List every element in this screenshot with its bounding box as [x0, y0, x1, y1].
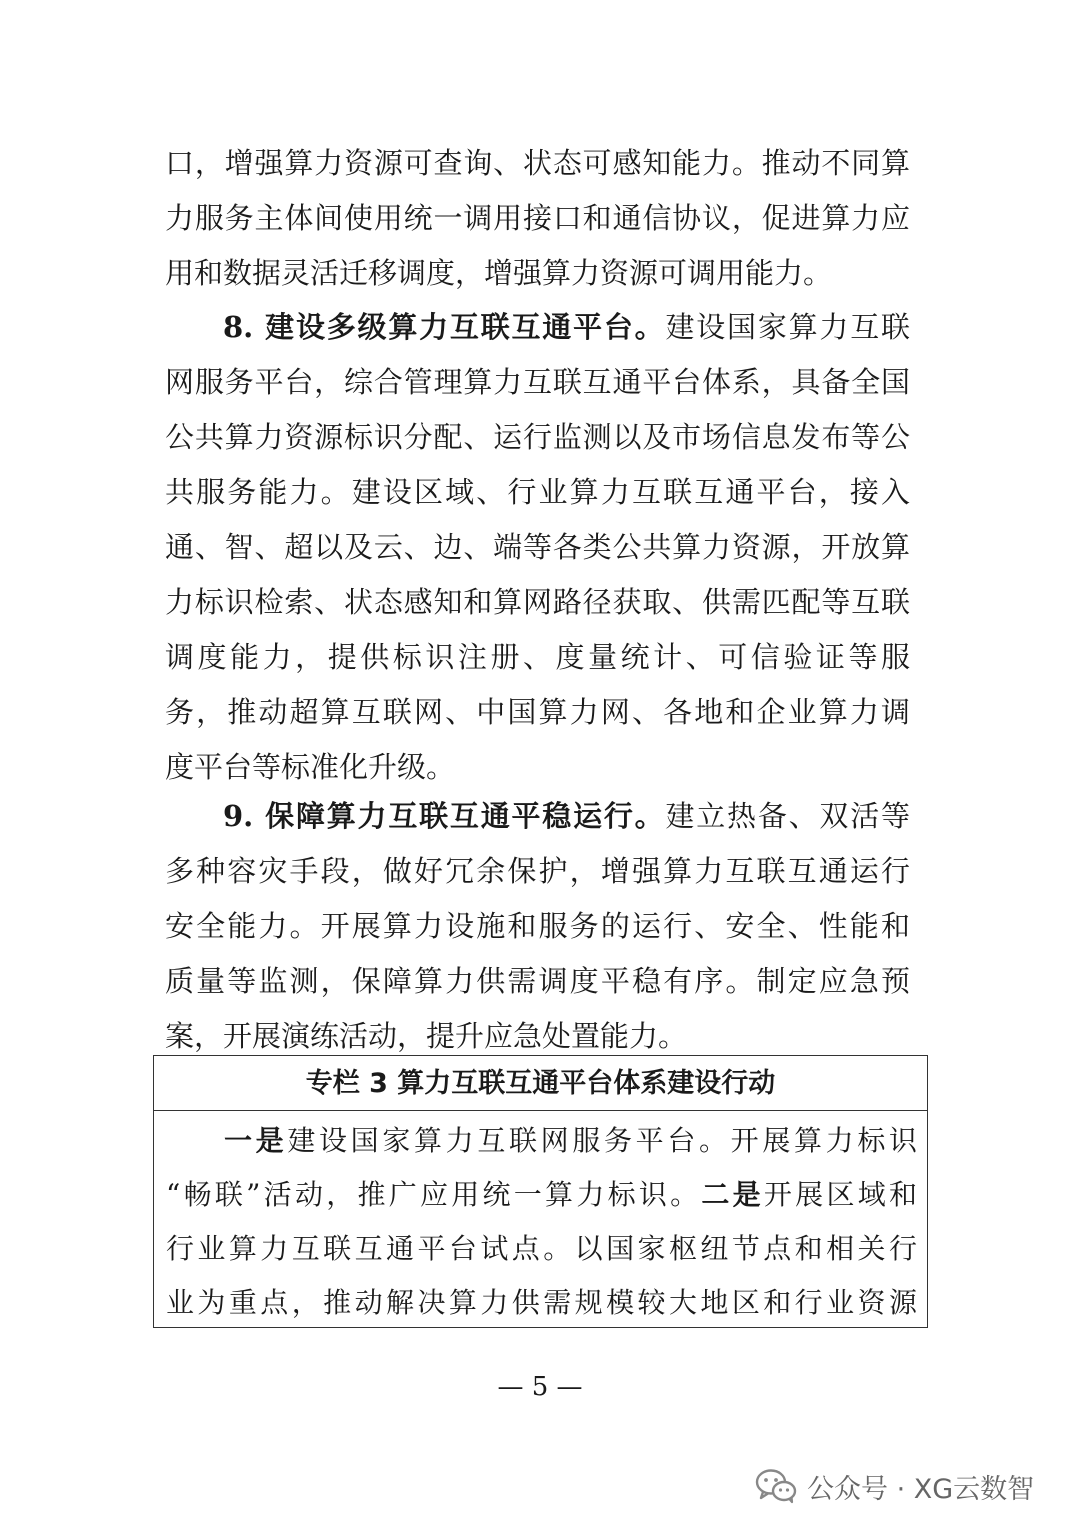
paragraph-first-line [165, 789, 910, 844]
text-line: 质量等监测，保障算力供需调度平稳有序。制定应急预 [165, 964, 910, 998]
text-segment: “畅联”活动，推广应用统一算力标识。 [166, 1178, 702, 1211]
text-line: 公共算力资源标识分配、运行监测以及市场信息发布等公 [165, 420, 910, 454]
text-line: 务，推动超算互联网、中国算力网、各地和企业算力调 [165, 695, 910, 729]
text-segment: 建设国家算力互联 [665, 310, 910, 344]
text-line: 案，开展演练活动，提升应急处置能力。 [165, 1019, 688, 1053]
text-line: 多种容灾手段，做好冗余保护，增强算力互联互通运行 [165, 854, 910, 888]
text-line: 口，增强算力资源可查询、状态可感知能力。推动不同算 [165, 146, 910, 180]
text-line: 度平台等标准化升级。 [165, 750, 456, 784]
text-line: 调度能力，提供标识注册、度量统计、可信验证等服 [165, 640, 910, 674]
column-box [153, 1055, 928, 1328]
paragraph-first-line [165, 300, 910, 355]
text-line: 通、智、超以及云、边、端等各类公共算力资源，开放算 [165, 530, 910, 564]
text-line: 用和数据灵活迁移调度，增强算力资源可调用能力。 [165, 256, 833, 290]
text-line: 安全能力。开展算力设施和服务的运行、安全、性能和 [165, 909, 910, 943]
box-bold-marker: 一是 [224, 1124, 288, 1157]
item-heading: 9. 保障算力互联互通平稳运行。 [223, 799, 666, 833]
column-box-body [166, 1114, 917, 1330]
wechat-icon [755, 1468, 797, 1504]
watermark [755, 1458, 1034, 1514]
watermark-text: 公众号 · XG云数智 [807, 1473, 1035, 1505]
box-text-line: 业为重点，推动解决算力供需规模较大地区和行业资源 [166, 1286, 917, 1319]
column-box-title: 专栏 3 算力互联互通平台体系建设行动 [154, 1056, 927, 1111]
text-line: 网服务平台，综合管理算力互联互通平台体系，具备全国 [165, 365, 910, 399]
box-text-line [166, 1114, 917, 1168]
text-segment: 建设国家算力互联网服务平台。开展算力标识 [287, 1124, 917, 1157]
box-text-line [166, 1168, 917, 1222]
paragraph-item-9 [165, 789, 910, 1064]
box-text-line: 行业算力互联互通平台试点。以国家枢纽节点和相关行 [166, 1232, 917, 1265]
item-heading: 8. 建设多级算力互联互通平台。 [223, 310, 666, 344]
text-line: 力标识检索、状态感知和算网路径获取、供需匹配等互联 [165, 585, 910, 619]
box-bold-marker: 二是 [701, 1178, 764, 1211]
text-line: 共服务能力。建设区域、行业算力互联互通平台，接入 [165, 475, 910, 509]
text-segment: 开展区域和 [763, 1178, 917, 1211]
text-segment: 建立热备、双活等 [665, 799, 910, 833]
page-number: — 5 — [497, 1372, 583, 1402]
text-line: 力服务主体间使用统一调用接口和通信协议，促进算力应 [165, 201, 910, 235]
paragraph-item-8 [165, 300, 910, 795]
paragraph-continuation [165, 136, 910, 301]
